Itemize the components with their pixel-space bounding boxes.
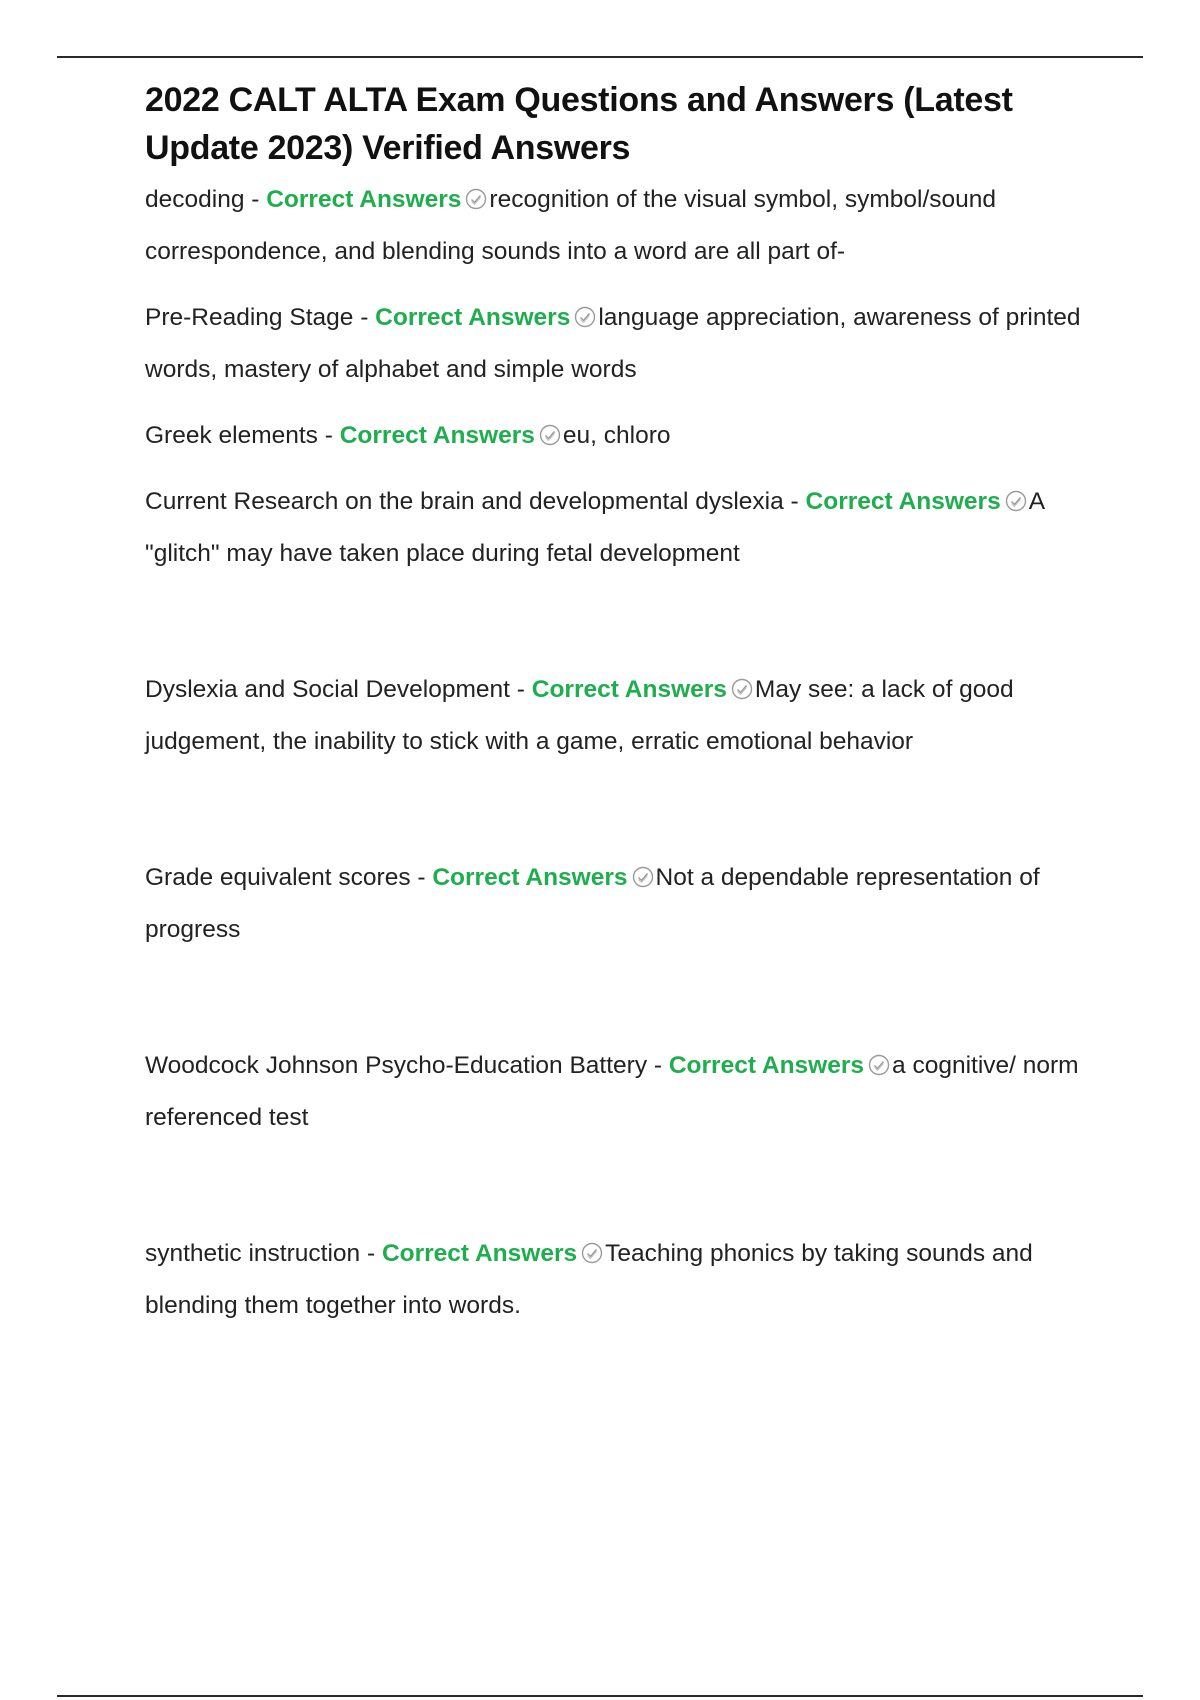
- qa-term: Grade equivalent scores: [145, 864, 411, 891]
- qa-answer: Not a dependable representation of progress: [145, 864, 1040, 943]
- qa-item: [145, 664, 1090, 768]
- qa-answer: language appreciation, awareness of printed words, mastery of alphabet and simple words: [145, 304, 1081, 383]
- qa-separator: -: [353, 304, 376, 331]
- qa-item: [145, 410, 1090, 462]
- correct-answers-label: Correct Answers: [668, 1052, 865, 1079]
- qa-term: Greek elements: [145, 422, 318, 449]
- qa-answer: May see: a lack of good judgement, the inability to stick with a game, erratic emotional behavior: [145, 676, 1014, 755]
- qa-item: [145, 1228, 1090, 1332]
- correct-answers-label: Correct Answers: [531, 676, 727, 703]
- qa-answer: Teaching phonics by taking sounds and blending them together into words.: [145, 1240, 1033, 1319]
- qa-answer: recognition of the visual symbol, symbol/sound correspondence, and blending sounds into a word are all part of-: [145, 186, 996, 265]
- document-title: 2022 CALT ALTA Exam Questions and Answers (Latest Update 2023) Verified Answers: [145, 81, 1013, 167]
- qa-separator: -: [317, 422, 340, 449]
- qa-separator: -: [783, 488, 806, 515]
- correct-answers-label: Correct Answers: [381, 1240, 578, 1267]
- qa-term: synthetic instruction: [145, 1240, 361, 1267]
- check-circle-icon: [581, 1242, 603, 1264]
- qa-term: Dyslexia and Social Development: [145, 676, 510, 703]
- bottom-rule: [57, 1695, 1143, 1697]
- check-circle-icon: [632, 866, 654, 888]
- correct-answers-label: Correct Answers: [266, 186, 462, 213]
- qa-item: [145, 476, 1090, 580]
- correct-answers-label: Correct Answers: [375, 304, 571, 331]
- qa-separator: -: [360, 1240, 382, 1267]
- qa-item: [145, 852, 1090, 956]
- qa-term: Current Research on the brain and developmental dyslexia: [145, 488, 784, 515]
- check-circle-icon: [574, 306, 596, 328]
- check-circle-icon: [731, 678, 753, 700]
- correct-answers-label: Correct Answers: [432, 864, 628, 891]
- qa-separator: -: [244, 186, 267, 213]
- qa-term: decoding: [145, 186, 245, 213]
- correct-answers-label: Correct Answers: [339, 422, 535, 449]
- qa-separator: -: [509, 676, 532, 703]
- document-body: [145, 76, 1090, 1332]
- qa-separator: -: [647, 1052, 669, 1079]
- qa-answer: a cognitive/ norm referenced test: [145, 1052, 1079, 1131]
- check-circle-icon: [539, 424, 561, 446]
- qa-item: [145, 292, 1090, 396]
- check-circle-icon: [1005, 490, 1027, 512]
- qa-term: Woodcock Johnson Psycho-Education Battery: [145, 1052, 648, 1079]
- check-circle-icon: [465, 188, 487, 210]
- top-rule: [57, 56, 1143, 58]
- qa-term: Pre-Reading Stage: [145, 304, 354, 331]
- qa-separator: -: [410, 864, 433, 891]
- qa-item: [145, 1040, 1090, 1144]
- correct-answers-label: Correct Answers: [805, 488, 1001, 515]
- qa-item: [145, 174, 1090, 278]
- qa-answer: eu, chloro: [562, 422, 671, 449]
- qa-answer: A "glitch" may have taken place during fetal development: [145, 488, 1044, 567]
- check-circle-icon: [868, 1054, 890, 1076]
